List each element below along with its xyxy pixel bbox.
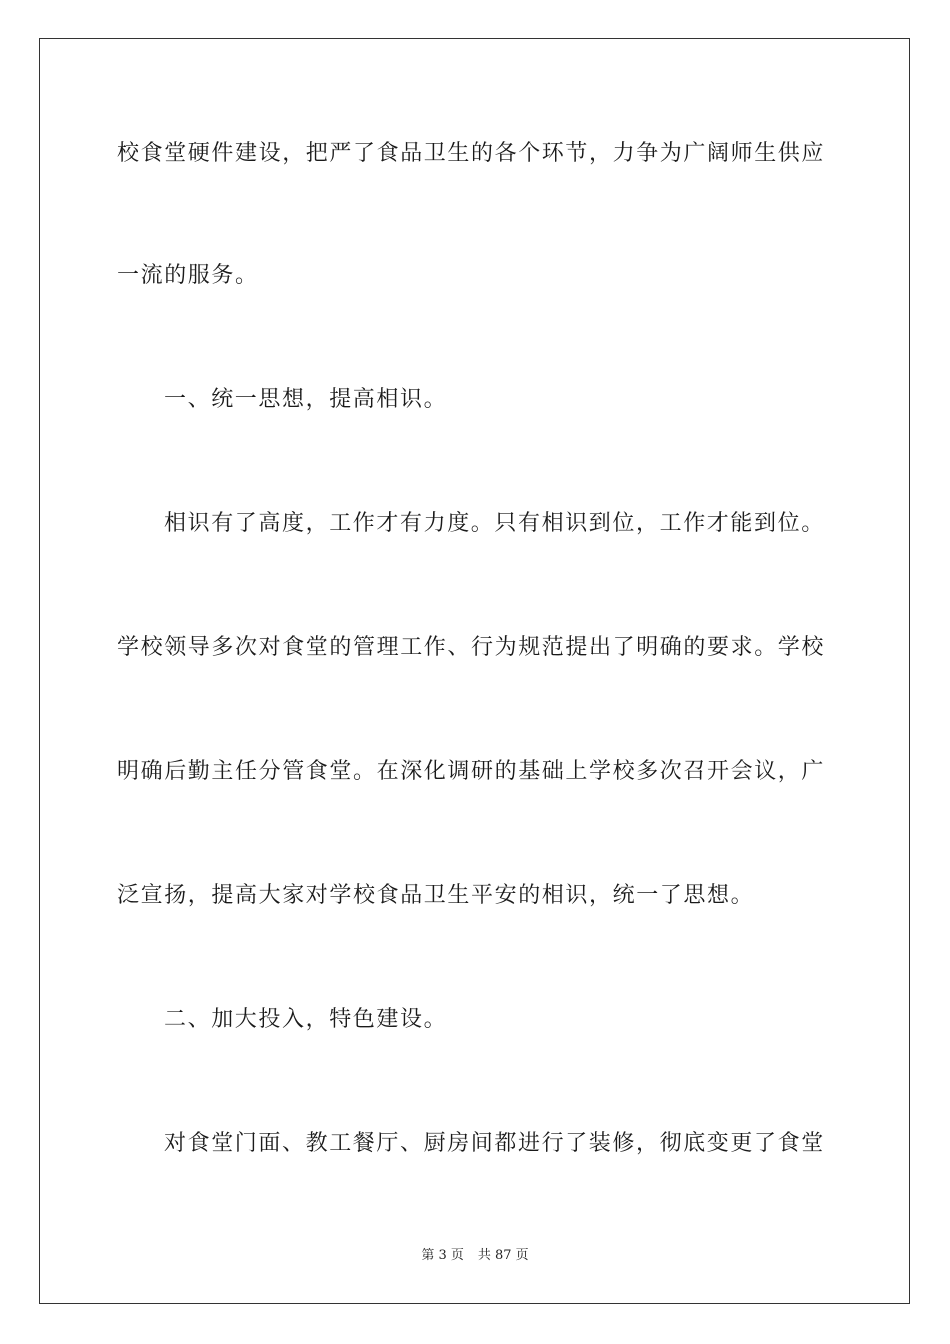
body-text-line-7: 对食堂门面、教工餐厅、厨房间都进行了装修，彻底变更了食堂: [164, 1131, 825, 1156]
body-text-line-1: 校食堂硬件建设，把严了食品卫生的各个环节，力争为广阔师生供应: [117, 141, 826, 166]
body-text-line-2: 一流的服务。: [117, 263, 259, 288]
page-total: 共 87 页: [477, 1248, 529, 1263]
body-text-line-4: 学校领导多次对食堂的管理工作、行为规范提出了明确的要求。学校: [117, 635, 826, 660]
body-text-line-5: 明确后勤主任分管食堂。在深化调研的基础上学校多次召开会议，广: [117, 759, 826, 784]
section-heading-2: 二、加大投入，特色建设。: [164, 1007, 448, 1032]
page-border: [39, 38, 910, 1304]
section-heading-1: 一、统一思想，提高相识。: [164, 387, 448, 412]
page-number: 第 3 页: [421, 1248, 464, 1263]
body-text-line-6: 泛宣扬，提高大家对学校食品卫生平安的相识，统一了思想。: [117, 883, 755, 908]
page-footer: [0, 1247, 950, 1265]
body-text-line-3: 相识有了高度，工作才有力度。只有相识到位，工作才能到位。: [164, 511, 825, 536]
